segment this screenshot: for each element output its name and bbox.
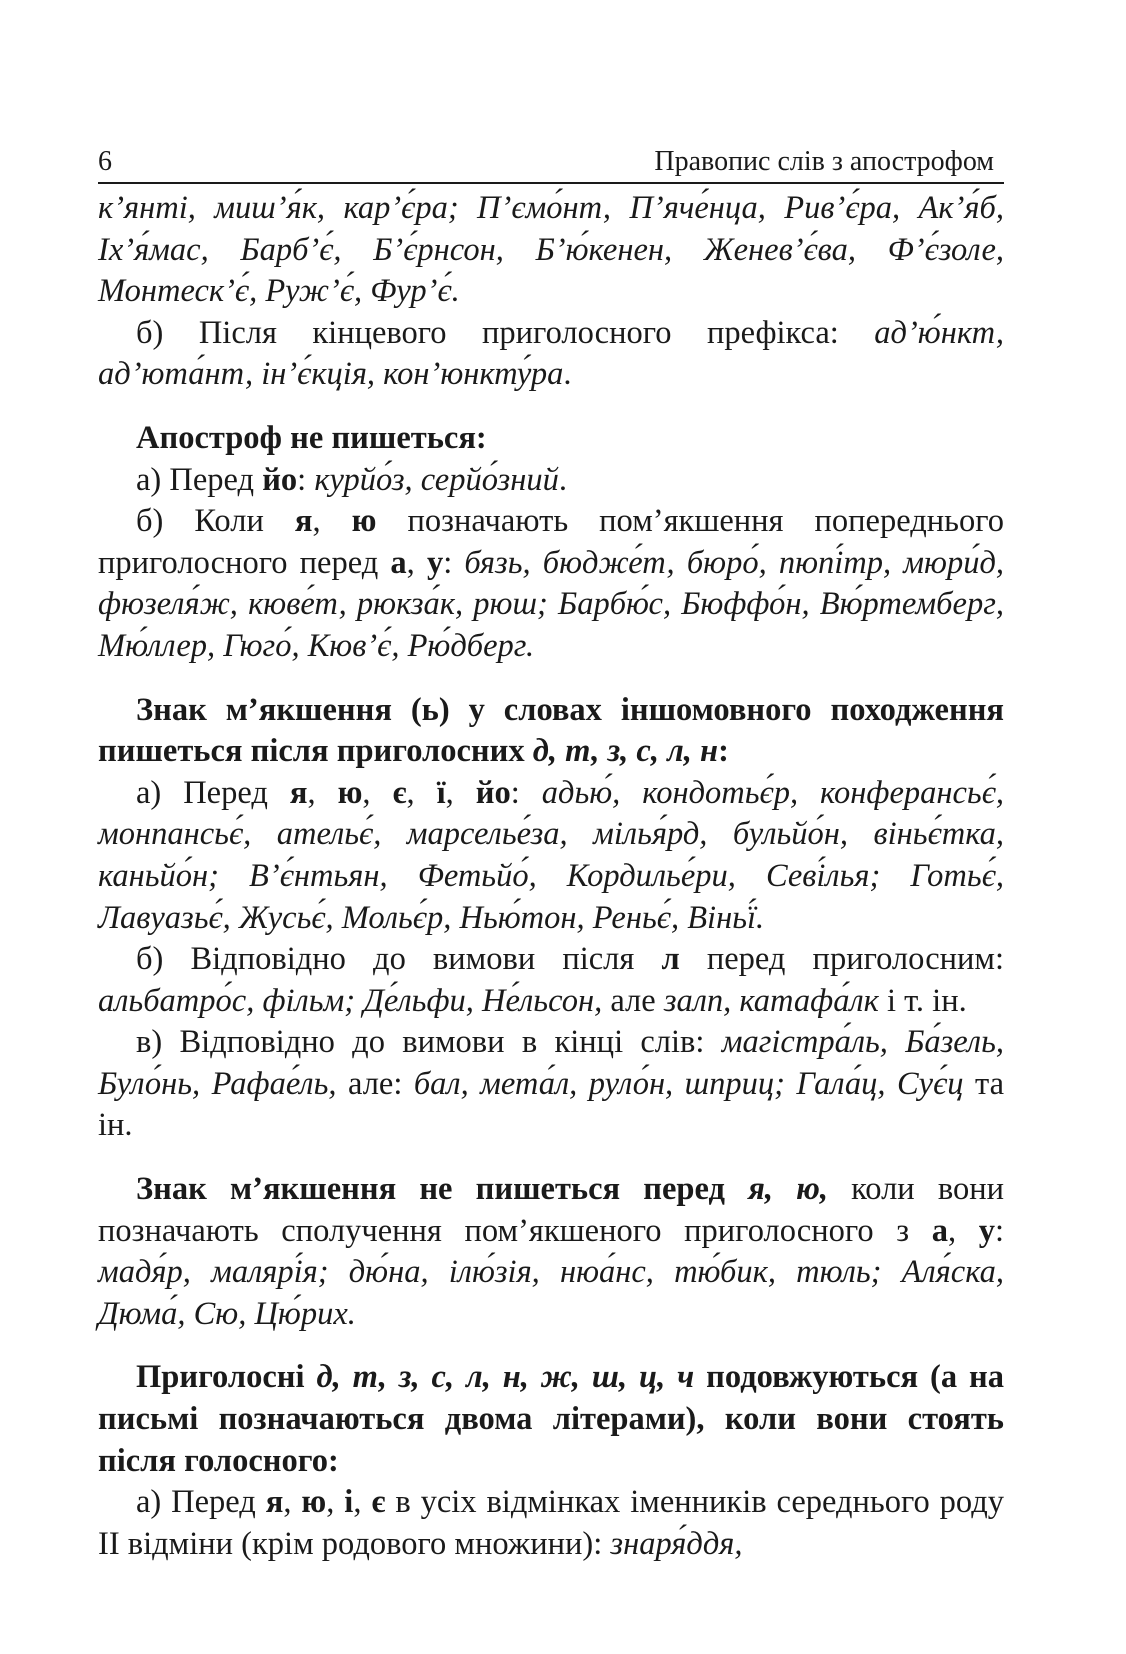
paragraph (98, 460, 1004, 502)
text-run: у (426, 544, 444, 581)
paragraph (98, 188, 1004, 313)
paragraph (98, 1022, 1004, 1147)
text-run: а) Перед (136, 461, 263, 498)
text-run: , (445, 774, 476, 811)
text-run: ю (337, 774, 363, 811)
text-run: ю (301, 1484, 327, 1521)
text-run: йо (475, 774, 511, 811)
paragraph (98, 773, 1004, 939)
text-run: адью́, кондотьє́р, конферансьє́, монпансьє́, ательє́, марселье́за, мілья́рд, бульйо́н, віньє́тка, каньйо́н; В’є́нтьян, Фетьйо́, Кордилье́ри, Севі́лья; Готьє́, Лавуазьє́, Жусьє́, Мольє́р, Нью́тон, Реньє́, Віньї́. (98, 774, 1005, 936)
text-run: я (289, 774, 308, 811)
paragraph (98, 690, 1004, 773)
text-run: курйо́з, серйо́зний (314, 461, 559, 498)
text-run: але: (336, 1065, 414, 1102)
text-run: залп, катафа́лк (663, 982, 879, 1019)
text-run: я (265, 1484, 284, 1521)
text-run: є (371, 1484, 386, 1521)
text-run: ю (351, 503, 377, 540)
text-run: д, т, з, с, л, н, ж, ш, ц, ч (316, 1359, 695, 1396)
text-run: в) Відповідно до вимови в кінці слів: (136, 1024, 722, 1061)
paragraph (98, 418, 1004, 460)
text-run: , (353, 1484, 372, 1521)
text-run: , (406, 544, 427, 581)
text-run: бал, мета́л, руло́н, шприц; Гала́ц, Сує́ц (413, 1065, 964, 1102)
text-run: ї (436, 774, 446, 811)
text-run: але (602, 982, 664, 1019)
text-run: а (390, 544, 407, 581)
text-run: знаря́ддя, (610, 1525, 743, 1562)
text-run: . (558, 461, 567, 498)
text-run: , (326, 1484, 345, 1521)
text-run: к’янті, миш’я́к, кар’є́ра; П’ємо́нт, П’яче́нца, Рив’є́ра, Ак’я́б, Іх’я́мас, Барб’є́, Б’є́рнсон, Б’ю́кенен, Женев’є́ва, Ф’є́золе, Монтеск’є́, Руж’є́, Фур’є́. (98, 190, 1004, 310)
text-run: я, ю, (748, 1171, 828, 1208)
paragraph (98, 1357, 1004, 1482)
text-run: бязь, бюдже́т, бюро́, пюпі́тр, мюри́д, фюзеля́ж, кюве́т, рюкза́к, рюш; Барбю́с, Бюффо́н, Вю́ртемберг, Мю́ллер, Гюго́, Кюв’є́, Рю́дберг. (98, 544, 1005, 664)
text-run: : (510, 774, 542, 811)
text-run: , (283, 1484, 302, 1521)
text-run: в усіх відмінках іменників середнього роду ІІ відміни (крім родового множини): (98, 1484, 1005, 1562)
text-run: йо (262, 461, 298, 498)
text-run: а) Перед (136, 774, 290, 811)
paragraph-gap (98, 396, 1004, 418)
text-run: б) Після кінцевого приголосного префікса: (136, 314, 875, 351)
text-run: ад’ю́нкт, ад’юта́нт, ін’є́кція, кон’юнкту́ра (98, 314, 1004, 393)
text-run: Приголосні (136, 1359, 317, 1396)
text-run: б) Відповідно до вимови після (136, 941, 662, 978)
text-run: а (931, 1212, 948, 1249)
page-number: 6 (98, 146, 112, 177)
text-run: : (443, 544, 465, 581)
text-run: та ін. (98, 1065, 1005, 1144)
text-run: Апостроф не пишеться: (136, 419, 487, 456)
text-run: Знак м’якшення (ь) у словах іншомовного походження пишеться після приголосних (98, 691, 1004, 770)
text-run: і т. ін. (878, 982, 967, 1019)
text-run: л (661, 941, 680, 978)
text-run: магістра́ль, Ба́зель, Було́нь, Рафае́ль, (98, 1024, 1005, 1102)
text-run: альбатро́с, фільм; Де́льфи, Не́льсон, (98, 982, 603, 1019)
page-body (98, 188, 1004, 1565)
text-run: б) Коли (136, 503, 295, 540)
text-run: : (994, 1212, 1004, 1249)
text-run: : (297, 461, 315, 498)
text-run: є (392, 774, 407, 811)
page-header (98, 140, 1004, 184)
paragraph (98, 501, 1004, 667)
text-run: у (978, 1212, 995, 1249)
text-run: перед приголосним: (679, 941, 1005, 978)
text-run: Знак м’якшення не пишеться перед (136, 1171, 749, 1208)
paragraph-gap (98, 1335, 1004, 1357)
paragraph (98, 939, 1004, 1022)
text-run: позначають пом’якшення попереднього приголосного перед (98, 503, 1004, 581)
paragraph-gap (98, 668, 1004, 690)
paragraph (98, 313, 1004, 396)
text-run: : (718, 733, 729, 770)
paragraph-gap (98, 1147, 1004, 1169)
text-run: мадя́р, малярі́я; дю́на, ілю́зія, нюа́нс, тю́бик, тюль; Аля́ска, Дюма́, Сю, Цю́рих. (98, 1254, 1004, 1332)
text-run: я (294, 503, 313, 540)
text-run: , (947, 1212, 979, 1249)
paragraph (98, 1482, 1004, 1565)
text-run: і (344, 1484, 354, 1521)
running-title: Правопис слів з апострофом (654, 146, 994, 177)
text-run: коли вони позначають сполучення пом’якшеного приголосного з (98, 1171, 1005, 1249)
text-run: , (406, 774, 437, 811)
text-run: , (307, 774, 338, 811)
text-run: а) Перед (136, 1484, 266, 1521)
text-run: д, т, з, с, л, н (532, 733, 719, 770)
text-run: . (563, 356, 572, 393)
text-run: подовжуються (а на письмі позначаються двома літерами), коли вони стоять після голосного: (98, 1359, 1004, 1479)
paragraph (98, 1169, 1004, 1335)
text-run: , (312, 503, 352, 540)
text-run: , (362, 774, 393, 811)
